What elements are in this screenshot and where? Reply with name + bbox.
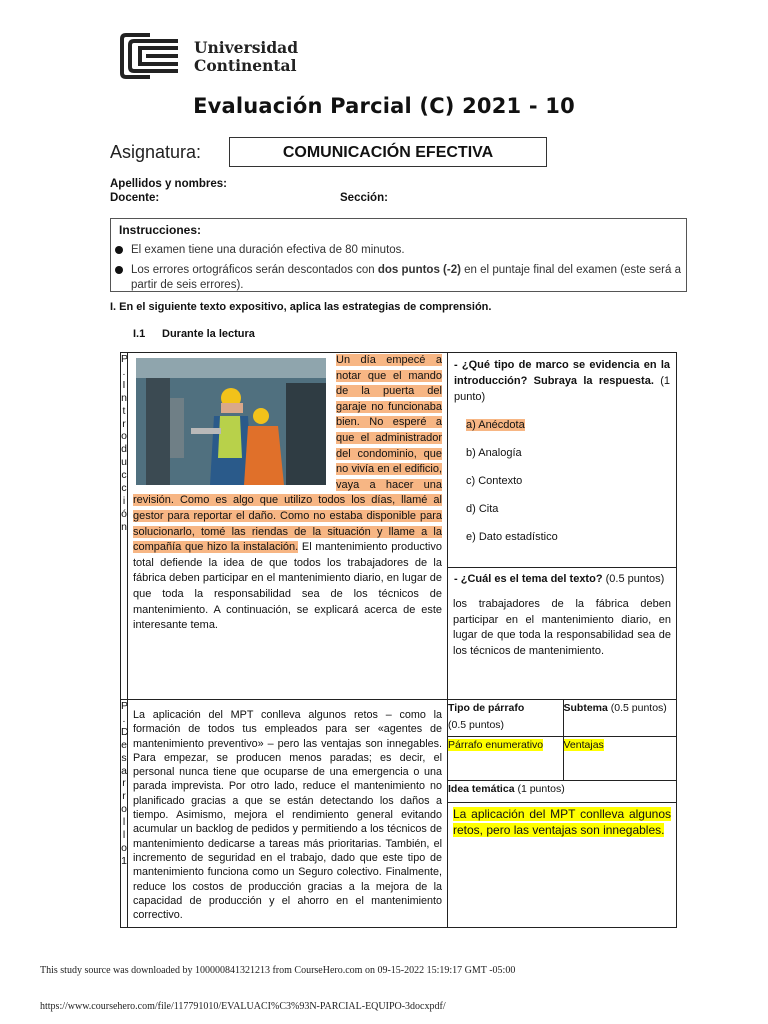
- instructions-box: [110, 218, 687, 292]
- introduccion-letter: i: [122, 494, 126, 507]
- apellidos-label: Apellidos y nombres:: [110, 178, 227, 190]
- desarrollo-letter: a: [121, 764, 127, 777]
- page-title: Evaluación Parcial (C) 2021 - 10: [193, 94, 575, 118]
- intro-highlighted-text: Un día empecé a notar que el mando de la puerta del garaje no funcionaba bien. No esperé a que el administrador del condominio, que no vivía en el edificio, vaya a hacer una revisión. Como es algo que utilizo todos los días, llamé al gestor para reportar el daño. Como no estaba disponible para solucionarlo, tomé las riendas de la situación y llame a la compañía que hizo la instalación.: [133, 354, 442, 554]
- section-1-1-heading: Durante la lectura: [162, 328, 255, 340]
- q2-answer[interactable]: los trabajadores de la fábrica deben participar en el mantenimiento diario, en lugar de que toda la responsabilidad sea de los técnicos de mantenimiento.: [453, 598, 671, 657]
- instruction-item: [131, 263, 681, 293]
- idea-tematica-answer[interactable]: La aplicación del MPT conlleva algunos retos, pero las ventajas son innegables.: [453, 806, 671, 837]
- introduccion-letter: .: [122, 365, 126, 378]
- desarrollo-vertical-label: [121, 700, 128, 928]
- introduccion-letter: n: [121, 391, 127, 404]
- asignatura-value: COMUNICACIÓN EFECTIVA: [229, 137, 547, 167]
- introduccion-letter: u: [121, 456, 127, 469]
- introduccion-letter: c: [121, 482, 127, 495]
- desarrollo-letter: o: [121, 841, 127, 854]
- introduccion-vertical-label: [121, 353, 128, 700]
- university-logo: [120, 33, 300, 81]
- section-1-heading: I. En el siguiente texto expositivo, aplica las estrategias de comprensión.: [110, 301, 492, 313]
- logo-mark-icon: [120, 33, 182, 79]
- q1-question: - ¿Qué tipo de marco se evidencia en la introducción? Subraya la respuesta. (1 punto): [454, 359, 670, 403]
- seccion-label: Sección:: [340, 192, 388, 204]
- option-d[interactable]: d) Cita: [466, 503, 499, 515]
- section-1-1-number: I.1: [133, 328, 146, 340]
- instructions-title: Instrucciones:: [119, 223, 202, 237]
- introduccion-letter: P: [121, 353, 129, 365]
- logo-line2: Continental: [194, 56, 297, 75]
- desarrollo-letter: .: [122, 712, 126, 725]
- desarrollo-letter: e: [121, 738, 127, 751]
- introduccion-letter: I: [122, 378, 126, 391]
- introduccion-letter: c: [121, 469, 127, 482]
- idea-tematica-header: Idea temática (1 puntos): [448, 780, 676, 802]
- desarrollo-letter: 1: [121, 854, 127, 867]
- asignatura-label: Asignatura:: [110, 142, 202, 162]
- intro-paragraph: [128, 353, 447, 634]
- instruction-text: El examen tiene una duración efectiva de 80 minutos.: [131, 244, 405, 256]
- introduccion-letter: n: [121, 520, 127, 533]
- introduccion-letter: d: [121, 443, 127, 456]
- desarrollo-answer-cell: [448, 700, 677, 928]
- logo-line1: Universidad: [194, 38, 299, 57]
- desarrollo-letter: o: [121, 803, 127, 816]
- docente-label: Docente:: [110, 192, 160, 204]
- subtema-header: Subtema (0.5 puntos): [563, 700, 676, 736]
- option-e[interactable]: e) Dato estadístico: [466, 531, 558, 543]
- footer-source: This study source was downloaded by 100000841321213 from CourseHero.com on 09-15-2022 15:19:17 GMT -05:00: [40, 965, 516, 976]
- q1-cell: [448, 353, 677, 568]
- desarrollo-letter: l: [122, 816, 126, 829]
- tipo-parrafo-header: Tipo de párrafo (0.5 puntos): [448, 700, 563, 736]
- factory-workers-photo: [136, 358, 326, 485]
- introduccion-letter: ó: [121, 507, 127, 520]
- tipo-parrafo-answer[interactable]: Párrafo enumerativo: [448, 736, 563, 780]
- q2-question: - ¿Cuál es el tema del texto? (0.5 puntos): [454, 573, 665, 585]
- desarrollo-letter: P: [121, 700, 129, 712]
- option-b[interactable]: b) Analogía: [466, 447, 522, 459]
- intro-plain-text: El mantenimiento productivo total defiende la idea de que todos los trabajadores de la fábrica deben participar en el mantenimiento diario, en lugar de que toda la responsabilidad sea de los técnicos de mantenimiento. A continuación, se explicará acerca de este interesante tema.: [133, 541, 442, 632]
- bullet-icon: [115, 246, 123, 254]
- bullet-icon: [115, 266, 123, 274]
- introduccion-letter: r: [122, 417, 126, 430]
- instruction-text: Los errores ortográficos serán descontados con: [131, 264, 378, 276]
- instruction-text: en el puntaje final del examen (este será a partir de seis errores).: [131, 264, 682, 291]
- desarrollo-letter: r: [122, 777, 126, 790]
- desarrollo-paragraph: La aplicación del MPT conlleva algunos retos – como la formación de todos tus empleados para ser «agentes de mantenimiento preventivo» – pero las ventajas son innegables. Para empezar, se producen menos paradas; es decir, el personal nunca tiene que ocuparse de una emergencia o una parada imprevista. Por otro lado, reduce el mantenimiento no planificado gracias a que se están detectando los daños a tiempo. Asimismo, mejora el rendimiento general evitando acumular un backlog de pedidos y permitiendo a los técnicos de mantenimiento dedicarse a tareas más prioritarias. También, el incremento de seguridad en el trabajo, dado que este tipo de mantenimiento funciona como un Seguro colectivo. Finalmente, reduce los costos de producción gracias a la mejora de la capacidad de producción y el ahorro en el mantenimiento correctivo.: [133, 709, 442, 922]
- desarrollo-letter: s: [121, 751, 127, 764]
- subtema-answer[interactable]: Ventajas: [563, 736, 676, 780]
- footer-url[interactable]: https://www.coursehero.com/file/117791010/EVALUACI%C3%93N-PARCIAL-EQUIPO-3docxpdf/: [40, 1001, 446, 1012]
- intro-text-cell: [128, 353, 448, 700]
- instruction-bold: dos puntos (-2): [377, 264, 461, 276]
- option-c[interactable]: c) Contexto: [466, 475, 523, 487]
- desarrollo-subtable: [448, 700, 676, 842]
- introduccion-letter: o: [121, 430, 127, 443]
- introduccion-letter: t: [122, 404, 126, 417]
- desarrollo-letter: r: [122, 790, 126, 803]
- q2-cell: [448, 568, 677, 700]
- instruction-item: [131, 243, 681, 258]
- desarrollo-letter: D: [121, 725, 129, 738]
- desarrollo-text-cell: [128, 700, 448, 928]
- desarrollo-letter: l: [122, 829, 126, 842]
- option-a[interactable]: a) Anécdota: [466, 419, 525, 431]
- reading-table: [120, 352, 677, 928]
